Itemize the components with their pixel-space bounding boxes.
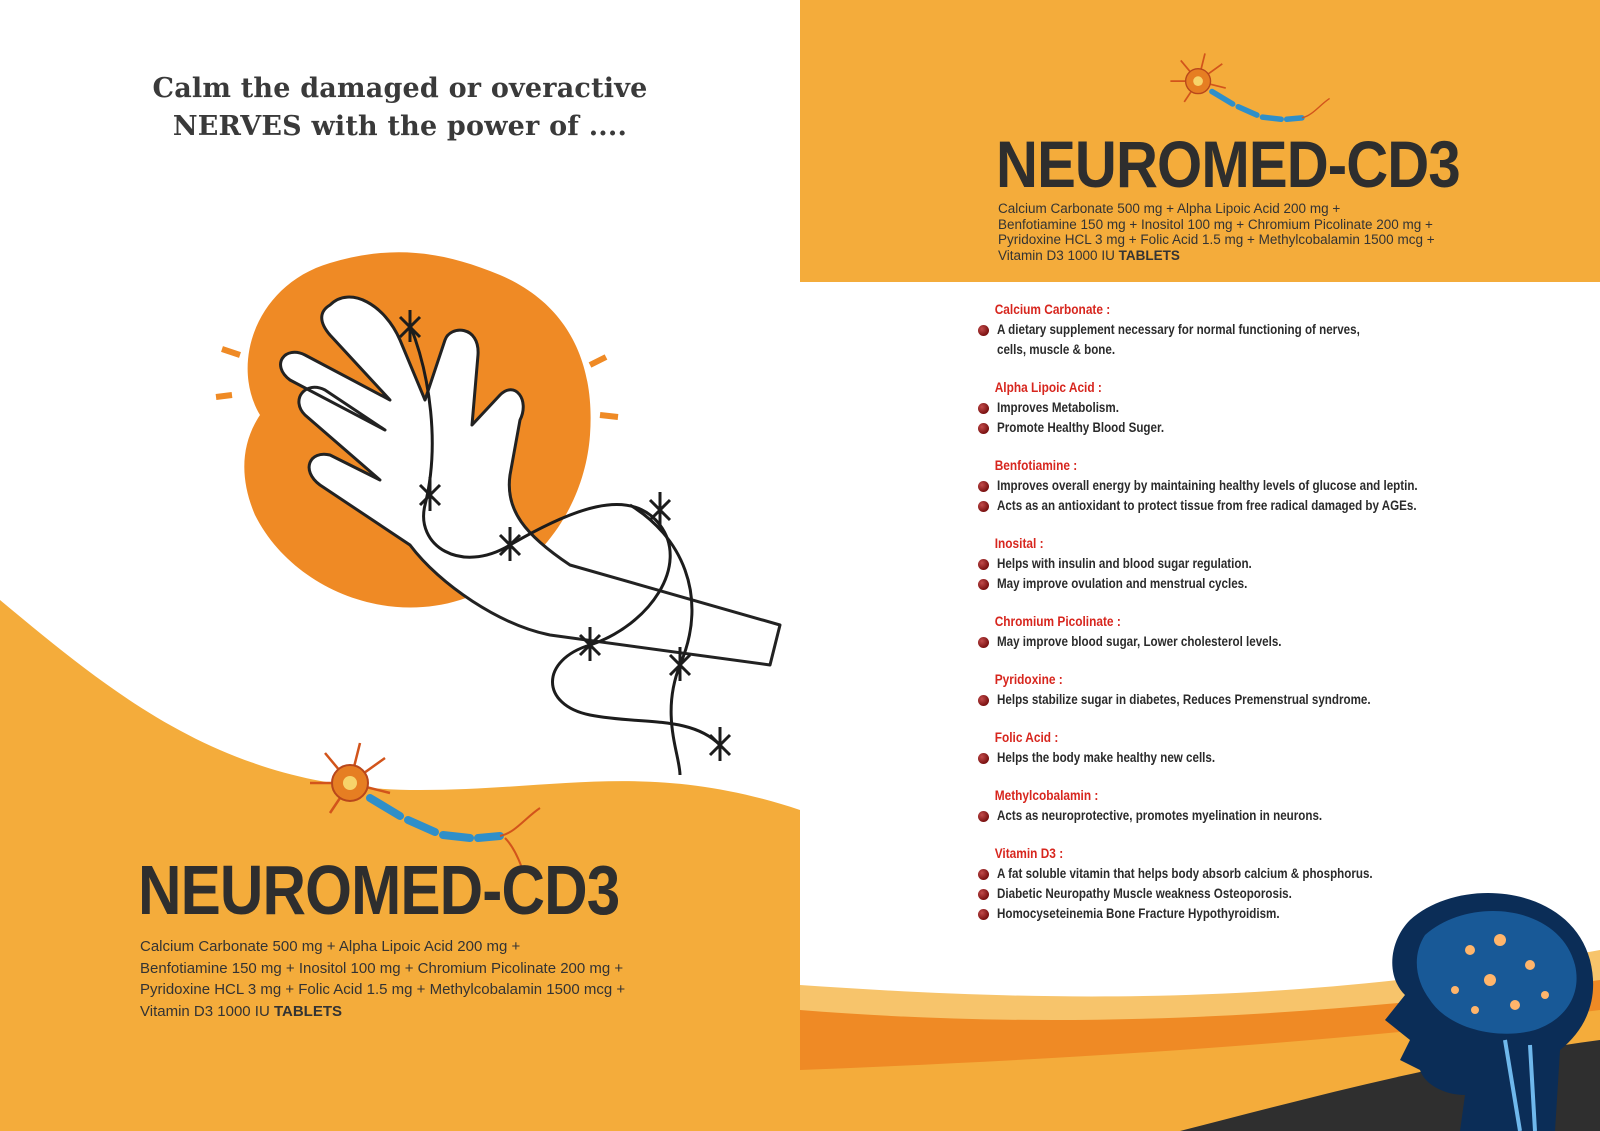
composition-line-1: Calcium Carbonate 500 mg + Alpha Lipoic Acid 200 mg + — [998, 201, 1341, 216]
ingredient-section — [978, 728, 1498, 768]
bullet-icon — [978, 579, 989, 590]
composition-line-1: Calcium Carbonate 500 mg + Alpha Lipoic Acid 200 mg + — [140, 938, 521, 955]
bullet-icon — [978, 753, 989, 764]
composition-line-2: Benfotiamine 150 mg + Inositol 100 mg + Chromium Picolinate 200 mg + — [998, 216, 1433, 232]
composition-line-2: Benfotiamine 150 mg + Inositol 100 mg + Chromium Picolinate 200 mg + — [140, 959, 624, 977]
ingredient-section — [978, 670, 1498, 710]
ingredient-points — [978, 806, 1498, 826]
ingredient-point — [978, 748, 1498, 768]
ingredient-title: Methylcobalamin : — [994, 788, 1099, 803]
ingredient-section — [978, 534, 1498, 594]
ingredient-point-text: A dietary supplement necessary for normal functioning of nerves, cells, muscle & bone. — [997, 322, 1360, 357]
ingredient-point — [978, 476, 1498, 496]
bullet-icon — [978, 325, 989, 336]
bullet-icon — [978, 637, 989, 648]
ingredient-point-text: Helps stabilize sugar in diabetes, Reduces Premenstrual syndrome. — [997, 692, 1371, 707]
ingredient-point-text: May improve ovulation and menstrual cycles. — [997, 576, 1248, 591]
ingredient-point-text: Homocyseteinemia Bone Fracture Hypothyroidism. — [997, 906, 1280, 921]
ingredient-points — [978, 320, 1498, 360]
ingredient-point-text: Improves overall energy by maintaining healthy levels of glucose and leptin. — [997, 478, 1418, 493]
ingredient-point — [978, 806, 1498, 826]
ingredient-point — [978, 418, 1498, 438]
ingredient-section — [978, 786, 1498, 826]
ingredient-point — [978, 554, 1498, 574]
ingredient-title: Folic Acid : — [994, 730, 1059, 745]
composition-line-4-text: Vitamin D3 1000 IU — [998, 247, 1115, 263]
composition-line-4 — [140, 1001, 625, 1023]
bullet-icon — [978, 695, 989, 706]
ingredient-point — [978, 574, 1498, 594]
tagline-line-2: NERVES with the power of .... — [172, 111, 628, 142]
ingredient-point-text: Helps with insulin and blood sugar regulation. — [997, 556, 1252, 571]
bullet-icon — [978, 811, 989, 822]
ingredient-title: Calcium Carbonate : — [994, 302, 1111, 317]
barbed-wire-hand-icon — [210, 245, 800, 805]
ingredient-point — [978, 904, 1498, 924]
bullet-icon — [978, 559, 989, 570]
ingredient-point — [978, 690, 1498, 710]
ingredient-list — [978, 300, 1498, 942]
ingredient-point — [978, 320, 1498, 360]
ingredient-title: Alpha Lipoic Acid : — [994, 380, 1102, 395]
composition-line-3: Pyridoxine HCL 3 mg + Folic Acid 1.5 mg + Methylcobalamin 1500 mcg + — [998, 232, 1435, 247]
ingredient-section — [978, 456, 1498, 516]
dosage-form: TABLETS — [273, 1002, 343, 1020]
ingredient-point-text: A fat soluble vitamin that helps body absorb calcium & phosphorus. — [997, 866, 1373, 881]
brand-name: NEUROMED-CD3 — [138, 851, 620, 929]
ingredient-points — [978, 554, 1498, 594]
bullet-icon — [978, 869, 989, 880]
ingredient-points — [978, 690, 1498, 710]
ingredient-point-text: Improves Metabolism. — [997, 400, 1119, 415]
ingredient-title: Vitamin D3 : — [994, 846, 1064, 861]
ingredient-point-text: May improve blood sugar, Lower cholesterol levels. — [997, 634, 1282, 649]
bullet-icon — [978, 909, 989, 920]
ingredient-point-text: Promote Healthy Blood Suger. — [997, 420, 1165, 435]
composition-line-4-text: Vitamin D3 1000 IU — [140, 1002, 270, 1020]
bullet-icon — [978, 501, 989, 512]
neuron-icon — [300, 738, 550, 868]
ingredient-point — [978, 398, 1498, 418]
dosage-form: TABLETS — [1118, 247, 1180, 263]
bullet-icon — [978, 423, 989, 434]
ingredient-title: Chromium Picolinate : — [994, 614, 1121, 629]
ingredient-point — [978, 884, 1498, 904]
ingredient-points — [978, 632, 1498, 652]
ingredient-points — [978, 864, 1498, 924]
ingredient-point-text: Diabetic Neuropathy Muscle weakness Osteoporosis. — [997, 886, 1292, 901]
ingredient-title: Pyridoxine : — [994, 672, 1063, 687]
ingredient-point — [978, 864, 1498, 884]
ingredient-section — [978, 300, 1498, 360]
ingredient-point-text: Helps the body make healthy new cells. — [997, 750, 1216, 765]
ingredient-point-text: Acts as an antioxidant to protect tissue from free radical damaged by AGEs. — [997, 498, 1417, 513]
ingredient-points — [978, 398, 1498, 438]
ingredient-title: Inosital : — [994, 536, 1044, 551]
ingredient-point — [978, 632, 1498, 652]
ingredient-point-text: Acts as neuroprotective, promotes myelination in neurons. — [997, 808, 1323, 823]
tagline-line-1: Calm the damaged or overactive — [152, 73, 648, 104]
ingredient-section — [978, 612, 1498, 652]
bullet-icon — [978, 403, 989, 414]
ingredient-point — [978, 496, 1498, 516]
tagline — [0, 70, 800, 146]
right-page — [800, 0, 1600, 1131]
ingredient-section — [978, 378, 1498, 438]
ingredient-title: Benfotiamine : — [994, 458, 1078, 473]
ingredient-points — [978, 748, 1498, 768]
brand-name: NEUROMED-CD3 — [996, 127, 1460, 201]
ingredient-points — [978, 476, 1498, 516]
bullet-icon — [978, 889, 989, 900]
composition-line-3: Pyridoxine HCL 3 mg + Folic Acid 1.5 mg + Methylcobalamin 1500 mcg + — [140, 981, 626, 998]
ingredient-section — [978, 844, 1498, 924]
bullet-icon — [978, 481, 989, 492]
composition — [140, 936, 625, 1022]
